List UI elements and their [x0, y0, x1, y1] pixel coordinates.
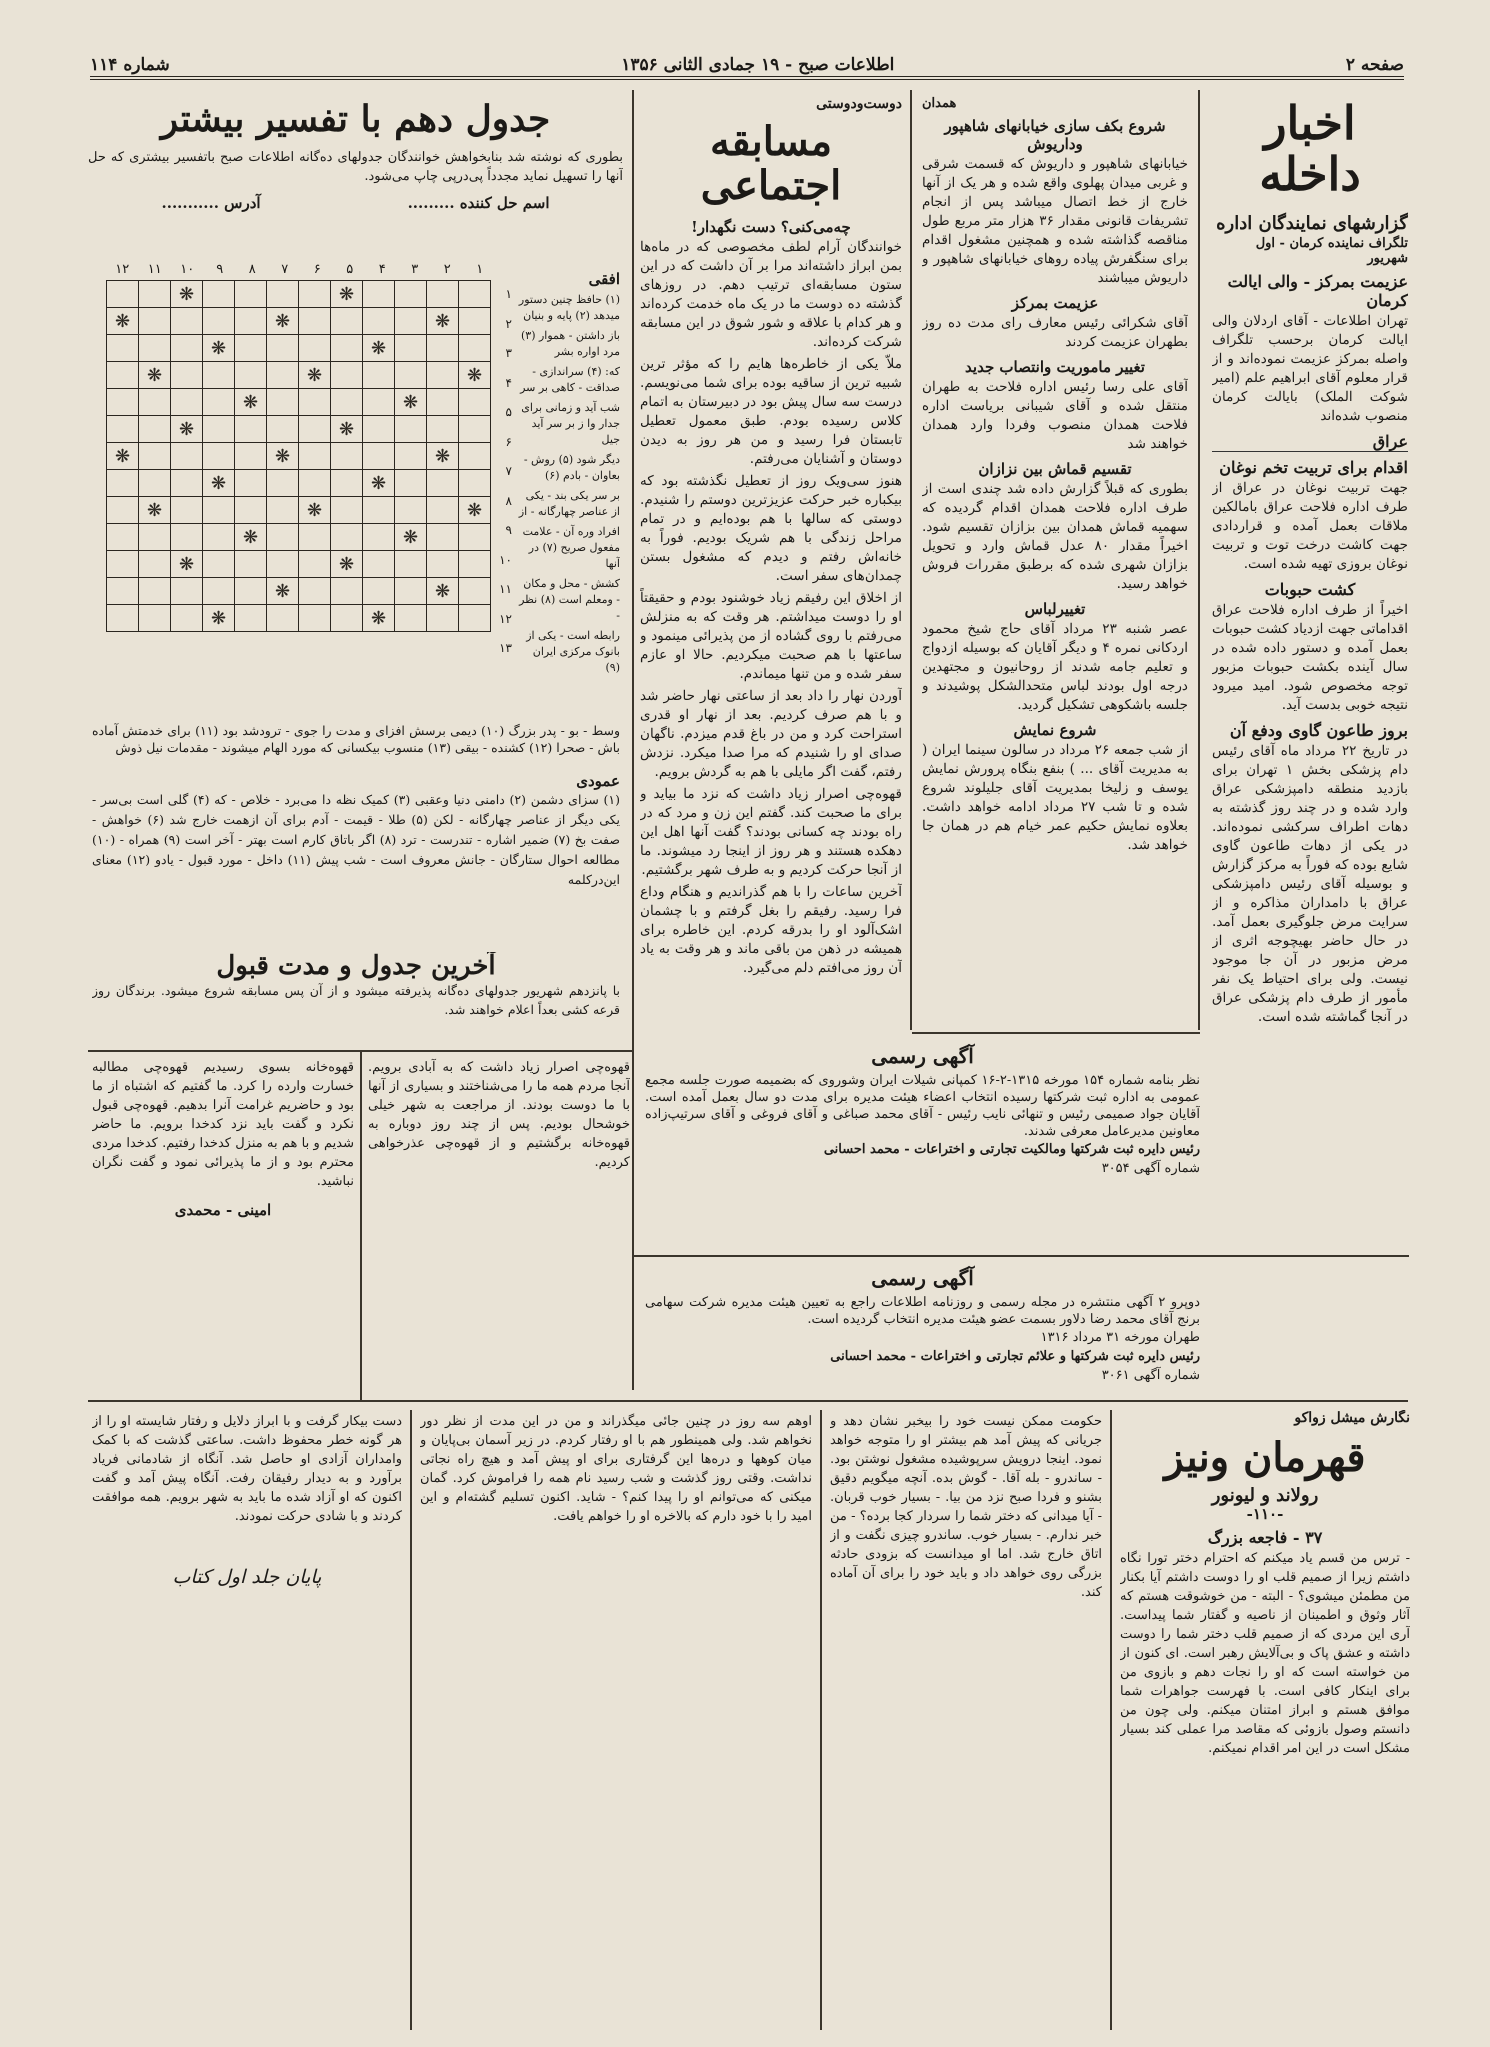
crossword-cell[interactable]: [427, 497, 459, 524]
across-clue: که: (۴) سراندازی - صداقت - کاهی بر سر: [520, 365, 620, 394]
crossword-cell[interactable]: [107, 281, 139, 308]
across-clue: (۱) حافظ چنین دستور میدهد (۲) پایه و بنیان: [518, 293, 620, 322]
crossword-cell[interactable]: [331, 308, 363, 335]
headline: اقدام برای تربیت تخم نوغان: [1219, 458, 1408, 478]
column-number: ۱: [476, 262, 484, 277]
article-text: جهت تربیت نوغان در عراق از طرف اداره فلاحت عراق بامالکین ملاقات بعمل آمده و قراردادی جهت کاشت درخت توت و تربیت نوغان بروزی تهیه شده است.: [1212, 480, 1408, 573]
crossword-cell[interactable]: [267, 470, 299, 497]
domestic-news-column: [1212, 92, 1408, 1032]
serial-novel-col: [420, 1412, 812, 2027]
crossword-cell[interactable]: [459, 416, 491, 443]
crossword-cell[interactable]: [267, 389, 299, 416]
crossword-cell[interactable]: [299, 524, 331, 551]
crossword-title: جدول دهم با تفسیر بیشتر: [160, 98, 551, 140]
notice-title: آگهی رسمی: [871, 1044, 974, 1068]
crossword-block-cell: ❋: [299, 497, 331, 524]
crossword-cell[interactable]: [139, 551, 171, 578]
box-title: آخرین جدول و مدت قبول: [216, 952, 496, 981]
article-text: در تاریخ ۲۲ مرداد ماه آقای رئیس دام پزشکی بخش ۱ تهران برای بازدید منطقه دامپزشکی عراق وارد شده و در چند روز گذشته به دهات اطراف سرکشی نموده‌اند. در یکی از دهات طاعون گاوی شایع بوده که فوراً به مرکز گزارش و بوسیله آقای رئیس دامپزشکی عراق با دامداران مذاکره و از سرایت مرض جلوگیری بعمل آمد. در حال حاضر بهیچوجه اثری از مرض مزبور در آن جا موجود نیست. ولی برای احتیاط یک نفر مأمور از طرف دام پزشکی عراق در آنجا گماشته شده است.: [1212, 743, 1408, 1026]
social-contest-column: [640, 92, 902, 1392]
page-number: صفحه ۲: [1345, 55, 1404, 75]
column-number: ۳: [411, 262, 419, 277]
crossword-cell[interactable]: [299, 335, 331, 362]
crossword-cell[interactable]: [363, 497, 395, 524]
crossword-cell[interactable]: [299, 551, 331, 578]
crossword-cell[interactable]: [299, 308, 331, 335]
crossword-cell[interactable]: [235, 443, 267, 470]
crossword-cell[interactable]: [171, 362, 203, 389]
box-text: با پانزدهم شهریور جدولهای ده‌گانه پذیرفته میشود و از آن پس مسابقه شروع میشود. برندگان روز قرعه کشی بعداً اعلام خواهند شد.: [92, 982, 620, 1017]
headline: بروز طاعون گاوی ودفع آن: [1229, 721, 1408, 741]
row-number: ۱۲: [499, 611, 512, 626]
across-clue: بر سر یکی بند - یکی از عناصر چهارگانه - از: [518, 489, 620, 518]
column-number: ۷: [281, 262, 289, 277]
solver-form: [88, 194, 623, 212]
headline: عزیمت بمرکز: [1011, 294, 1099, 312]
notice-title: آگهی رسمی: [871, 1266, 974, 1290]
article-text: [640, 238, 902, 978]
crossword-cell[interactable]: [267, 335, 299, 362]
crossword-block-cell: ❋: [459, 497, 491, 524]
crossword-cell[interactable]: [107, 389, 139, 416]
crossword-cell[interactable]: [299, 443, 331, 470]
divider: [1198, 90, 1200, 1030]
crossword-cell[interactable]: [427, 335, 459, 362]
crossword-cell[interactable]: [395, 335, 427, 362]
crossword-cell[interactable]: [395, 443, 427, 470]
article-text: قهوه‌خانه بسوی رسیدیم قهوه‌چی مطالبه خسارت وارده را کرد. ما گفتیم که اشتباه از ما بود و حاضریم غرامت آنرا بدهیم. قهوه‌چی قبول نکرد و گفت باید نزد کدخدا برویم. ما حاضر شدیم و با هم به منزل کدخدا رفتیم. کدخدا مردی محترم بود و از ما پذیرائی نمود و گفت نگران نباشید.: [92, 1060, 354, 1189]
deadline-box: [92, 952, 620, 1047]
row-number: ۹: [505, 523, 512, 537]
story-left: [92, 1058, 354, 1396]
crossword-cell[interactable]: [331, 389, 363, 416]
crossword-cell[interactable]: [203, 281, 235, 308]
crossword-block-cell: ❋: [171, 416, 203, 443]
crossword-block-cell: ❋: [395, 389, 427, 416]
crossword-cell[interactable]: [235, 281, 267, 308]
row-number: ۱۱: [499, 582, 512, 596]
across-clue: شب آید و زمانی برای جدار وا ز بر سر آید جیل: [521, 401, 620, 446]
novel-text: اوهم سه روز در چنین جائی میگذراند و من در این مدت از نظر دور نخواهم شد. ولی همینطور هم با او رفتار کردم. در زیر آسمان بی‌پایان و میان کوهها و دره‌ها این گرفتاری برای او پیش آمد و هیچ راه نجاتی نداشت. وقتی روز گذشت و شب رسید نام همه را فراموش کرد. گمان میکنی که می‌توانم او را پیدا کنم؟ - شاید. اکنون تسلیم گشته‌ام و این امید را با خود دارم که بالاخره او را خواهم یافت.: [420, 1414, 812, 1524]
crossword-block-cell: ❋: [395, 524, 427, 551]
crossword-cell[interactable]: [363, 389, 395, 416]
row-number: ۴: [505, 375, 512, 390]
crossword-cell[interactable]: [203, 362, 235, 389]
crossword-block-cell: ❋: [299, 362, 331, 389]
crossword-cell[interactable]: [107, 497, 139, 524]
novel-title: قهرمان ونیز: [1164, 1434, 1366, 1481]
novel-text: - ترس من قسم یاد میکنم که احترام دختر تورا نگاه داشتم زیرا از صمیم قلب او را دوست داشتم آیا بکنار من مطمئن میشوی؟ - البته - من خوشوقت هستم که آثار وثوق و اطمینان از ناصیه و گفتار شما پیداست. آری این مردی که از صمیم قلب دختر شما را دوست داشته و عشق پاک و بی‌آلایش رهبر است. ای کنون از من خواسته است که او را نجات دهم و بازوی من برای اینکار کافی است. با فهرست جواهرات شما موافق هستم و ابراز امتنان میکنم. ولی چون من دانستم وصول بازوئی که مقاصد مرا عملی کند بسیار مشکل است در این امر اقدام نمیکنم.: [1120, 1551, 1410, 1757]
across-continued: [92, 722, 620, 772]
across-clues: [518, 270, 620, 710]
crossword-cell[interactable]: [395, 497, 427, 524]
crossword-block-cell: ❋: [203, 605, 235, 632]
serial-novel-col: [92, 1412, 402, 2027]
crossword-cell[interactable]: [107, 605, 139, 632]
crossword-cell[interactable]: [267, 524, 299, 551]
crossword-cell[interactable]: [395, 551, 427, 578]
crossword-block-cell: ❋: [267, 308, 299, 335]
crossword-cell[interactable]: [299, 389, 331, 416]
column-number: ۸: [248, 262, 256, 277]
crossword-cell[interactable]: [171, 308, 203, 335]
crossword-cell[interactable]: [427, 470, 459, 497]
row-number: ۱۳: [499, 641, 512, 655]
notice-number: شماره آگهی ۳۰۶۱: [1101, 1368, 1200, 1383]
crossword-cell[interactable]: [363, 362, 395, 389]
crossword-cell[interactable]: [395, 470, 427, 497]
crossword-cell[interactable]: [395, 362, 427, 389]
crossword-cell[interactable]: [107, 470, 139, 497]
end-of-volume: پایان جلد اول کتاب: [172, 1566, 322, 1588]
notice-signature: رئیس دایره ثبت شرکتها و علائم تجارتی و اختراعات - محمد احسانی: [830, 1349, 1200, 1364]
crossword-cell[interactable]: [395, 605, 427, 632]
crossword-cell[interactable]: [139, 335, 171, 362]
crossword-cell[interactable]: [267, 605, 299, 632]
crossword-cell[interactable]: [299, 470, 331, 497]
crossword-cell[interactable]: [331, 524, 363, 551]
crossword-cell[interactable]: [171, 497, 203, 524]
crossword-block-cell: ❋: [331, 281, 363, 308]
crossword-cell[interactable]: [171, 605, 203, 632]
crossword-block-cell: ❋: [331, 416, 363, 443]
paragraph: هنوز سی‌ویک روز از تعطیل نگذشته بود که بیکباره خبر حرکت عزیزترین دوستم را شنیدم. دوستی که سالها با هم بوده‌ایم و در تمام مراحل زندگی با هم شریک بودیم. فوراً به خانه‌اش رفتم و دیدم که مشغول بستن چمدان‌های سفر است.: [640, 473, 902, 584]
column-number: ۱۱: [147, 262, 162, 277]
article-text: قهوه‌چی اصرار زیاد داشت که به آبادی برویم. آنجا مردم همه ما را می‌شناختند و بسیاری از آنها با ما دوست بودند. از مراجعت به شهر خیلی خوشحال بودیم. پس از چند روز دوباره به قهوه‌خانه برگشتیم و از قهوه‌چی عذرخواهی کردیم.: [368, 1060, 630, 1170]
crossword-block-cell: ❋: [107, 443, 139, 470]
divider: [632, 90, 634, 1390]
divider: [912, 1032, 1200, 1034]
divider: [360, 1052, 362, 1400]
divider: [820, 1410, 822, 2030]
solver-address-field: آدرس ...........: [161, 193, 261, 212]
headline: تغییر ماموریت وانتصاب جدید: [965, 358, 1145, 376]
author-kicker: نگارش میشل زواکو: [1294, 1410, 1410, 1426]
across-clue: افراد وره آن - علامت مفعول صریح (۷) در آنها: [522, 525, 620, 570]
crossword-grid: [106, 280, 491, 632]
across-list: [518, 292, 620, 676]
across-title: افقی: [588, 270, 620, 288]
crossword-cell[interactable]: [139, 578, 171, 605]
region-label: عراق: [1212, 432, 1408, 452]
crossword-cell[interactable]: [171, 524, 203, 551]
crossword-cell[interactable]: [107, 524, 139, 551]
crossword-cell[interactable]: [107, 416, 139, 443]
crossword-cell[interactable]: [395, 578, 427, 605]
crossword-cell[interactable]: [235, 605, 267, 632]
crossword-cell[interactable]: [139, 524, 171, 551]
crossword-cell[interactable]: [459, 524, 491, 551]
crossword-cell[interactable]: [203, 497, 235, 524]
paragraph: خوانندگان آرام لطف مخصوصی که در ماه‌ها بمن ابراز داشته‌اند مرا بر آن داشت که در این ستون مسابقه‌ای ترتیب دهم. در روزهای گذشته ده دوست ما در یک ماه خدمت کرده‌اند و هر کدام با علاقه و شور شوق در این مسابقه شرکت کرده‌اند.: [640, 239, 902, 350]
crossword-cell[interactable]: [459, 551, 491, 578]
city-label: همدان: [922, 96, 957, 111]
crossword-cell[interactable]: [363, 551, 395, 578]
crossword-cell[interactable]: [299, 578, 331, 605]
clue-text: (۱) سزای دشمن (۲) دامنی دنیا وعقبی (۳) کمیک نظه دا می‌برد - خلاص - که (۴) گلی است بی‌سر - یکی دیگر از عناصر چهارگانه - لکن (۵) طلا - قیمت - آدم برای آن ازهمت خارج شد (۶) خواهش - صفت بخ (۷) ضمیر اشاره - تندرست - ترد (۸) اگر باتاق کارم است بهتر - آخر است (۹) همراه - (۱۰) مطالعه احوال ستارگان - جانش معروف است - شب پیش (۱۱) داخل - مورد قبول - یادو (۱۲) معنای این‌درکلمه: [92, 792, 620, 887]
across-clue: دیگر شود (۵) روش - بعاوان - بادم (۶): [523, 453, 620, 482]
crossword-cell[interactable]: [331, 443, 363, 470]
crossword-cell[interactable]: [459, 389, 491, 416]
article-text: اخیراً از طرف اداره فلاحت عراق اقداماتی جهت ازدیاد کشت حبوبات بعمل آمده و دستور داده شده در سال آینده بکشت حبوبات مزبور توجه مخصوص شود. امید میرود نتیجه خوبی بدست آید.: [1212, 602, 1408, 714]
crossword-cell[interactable]: [107, 578, 139, 605]
crossword-cell[interactable]: [203, 524, 235, 551]
crossword-cell[interactable]: [395, 308, 427, 335]
column-number: ۱۲: [115, 262, 130, 277]
crossword-cell[interactable]: [459, 443, 491, 470]
crossword-cell[interactable]: [363, 308, 395, 335]
crossword-cell[interactable]: [171, 443, 203, 470]
column-number: ۶: [313, 262, 321, 277]
headline: عزیمت بمرکز - والی ایالت کرمان: [1227, 272, 1408, 311]
crossword-block-cell: ❋: [107, 308, 139, 335]
section-title: اخبار داخله: [1259, 96, 1361, 201]
divider: [88, 1400, 1408, 1402]
row-number: ۱۰: [499, 552, 512, 567]
crossword-cell[interactable]: [203, 416, 235, 443]
paragraph: از اخلاق این رفیقم زیاد خوشنود بودم و حقیقتاً او را دوست میداشتم. هر وقت که به منزلش می‌رفتم با روی گشاده از من پذیرائی مینمود و ساعتها با هم صحبت میکردیم. حالا او عازم سفر شده و من تنها میماندم.: [640, 590, 902, 682]
headline: گزارشهای نمایندگان اداره: [1216, 213, 1408, 235]
down-title: عمودی: [576, 772, 620, 790]
across-clue: باز داشتن - هموار (۳) مرد اواره بشر: [520, 329, 620, 358]
crossword-cell[interactable]: [235, 551, 267, 578]
crossword-block-cell: ❋: [427, 578, 459, 605]
crossword-cell[interactable]: [203, 389, 235, 416]
article-text: آقای شکرائی رئیس معارف رای مدت ده روز بطهران عزیمت کردند: [922, 315, 1188, 350]
notice-number: شماره آگهی ۳۰۵۴: [1101, 1161, 1200, 1176]
article-text: از شب جمعه ۲۶ مرداد در سالون سینما ایران ( به مدیریت آقای ... ) بنفع بنگاه پرورش نمایش یوسف و زلیخا بمدیریت آقای جلیلوند شروع شده و تا شب ۲۷ مرداد ادامه خواهد داشت. بعلاوه نمایش حکیم عمر خیام هم در همان جا خواهد شد.: [922, 742, 1188, 853]
article-text: عصر شنبه ۲۳ مرداد آقای حاج شیخ محمود اردکانی نمره ۴ و دیگر آقایان که بوسیله ازدواج و تعلیم جامه شدند از روحانیون و مجتهدین درجه اول بودند لباس متحدالشکل پوشیدند و جلسه باشکوهی تشکیل گردید.: [922, 621, 1188, 713]
crossword-cell[interactable]: [203, 308, 235, 335]
column-number: ۴: [378, 262, 386, 277]
crossword-cell[interactable]: [171, 389, 203, 416]
crossword-block-cell: ❋: [427, 308, 459, 335]
crossword-cell[interactable]: [427, 524, 459, 551]
novel-text: حکومت ممکن نیست خود را بیخبر نشان دهد و جریانی که پیش آمد هم بیشتر او را متوجه خواهد نمود. اینجا درویش سرپوشیده مشغول نوشتن بود. - ساندرو - بله آقا. - گوش بده. آنچه میگویم دقیق بشنو و فردا صبح نزد من بیا. - بسیار خوب قربان. - آیا میدانی که دختر شما را سردار کجا برده؟ - من خبر ندارم. - بسیار خوب. ساندرو چیزی نگفت و از اتاق خارج شد. اما او میدانست که بزودی حادثه بزرگی روی خواهد داد و باید خود را برای آن آماده کند.: [830, 1414, 1102, 1600]
headline: تقسیم قماش بین نزازان: [978, 460, 1132, 478]
clue-text: وسط - بو - پدر بزرگ (۱۰) دیمی برسش افزای و مدت را جوی - ترودشد بود (۱۱) برای خدمتش آماده باش - صحرا (۱۲) کشنده - بیقی (۱۳) منسوب بیکسانی که مورد الهام میشوند - مقدمات نیل ذوش: [92, 723, 620, 755]
crossword-cell[interactable]: [299, 416, 331, 443]
crossword-block-cell: ❋: [171, 281, 203, 308]
page-header: [90, 54, 1404, 80]
article-title: مسابقه اجتماعی: [700, 118, 842, 209]
crossword-intro: بطوری که نوشته شد بنابخواهش خوانندگان جدولهای ده‌گانه اطلاعات صبح باتفسیر بیشتری که حل آنها را تسهیل نماید مجدداً پی‌درپی چاپ می‌شود.: [88, 149, 623, 184]
crossword-block-cell: ❋: [267, 443, 299, 470]
headline: تغییرلباس: [1024, 600, 1086, 618]
divider: [1110, 1410, 1112, 2030]
crossword-cell[interactable]: [267, 416, 299, 443]
crossword-cell[interactable]: [427, 551, 459, 578]
crossword-cell[interactable]: [139, 443, 171, 470]
masthead-date: اطلاعات صبح - ۱۹ جمادی الثانی ۱۳۵۶: [621, 55, 895, 75]
crossword-cell[interactable]: [427, 416, 459, 443]
crossword-cell[interactable]: [139, 389, 171, 416]
row-number: ۸: [505, 493, 512, 508]
crossword-cell[interactable]: [459, 605, 491, 632]
crossword-cell[interactable]: [235, 497, 267, 524]
column-number: ۹: [216, 262, 224, 277]
crossword-cell[interactable]: [171, 335, 203, 362]
crossword-cell[interactable]: [107, 362, 139, 389]
crossword-cell[interactable]: [139, 416, 171, 443]
crossword-cell[interactable]: [139, 605, 171, 632]
row-number: ۷: [505, 464, 512, 478]
hamedan-news-column: [922, 92, 1188, 1032]
issue-number: شماره ۱۱۴: [90, 55, 170, 75]
crossword-cell[interactable]: [459, 308, 491, 335]
crossword-block-cell: ❋: [267, 578, 299, 605]
crossword-cell[interactable]: [267, 497, 299, 524]
headline: چه‌می‌کنی؟ دست نگهدار!: [691, 218, 851, 236]
crossword-cell[interactable]: [203, 443, 235, 470]
crossword-cell[interactable]: [235, 362, 267, 389]
paragraph: قهوه‌چی اصرار زیاد داشت که نزد ما بیاید و برای ما صحبت کند. گفتم این زن و مرد که در راه بودند چه کسانی بودند؟ گفت آنها اهل این دهکده هستند و هر روز از اینجا رد میشوند. ما از آنجا حرکت کردیم و به طرف شهر برگشتیم.: [640, 786, 902, 878]
crossword-cell[interactable]: [331, 497, 363, 524]
crossword-block-cell: ❋: [203, 335, 235, 362]
article-text: تهران اطلاعات - آقای اردلان والی ایالت کرمان برحسب تلگراف واصله بمرکز عزیمت نموده‌اند و از قرار معلوم آقای ابراهیم علم (امیر شوکت الملک) بایالت کرمان منصوب شده‌اند: [1212, 313, 1408, 425]
headline: شروع بکف سازی خیابانهای شاهپور وداریوش: [944, 117, 1166, 153]
crossword-cell[interactable]: [427, 281, 459, 308]
crossword-cell[interactable]: [459, 470, 491, 497]
crossword-cell[interactable]: [331, 362, 363, 389]
crossword-cell[interactable]: [459, 335, 491, 362]
crossword-cell[interactable]: [267, 551, 299, 578]
crossword-block-cell: ❋: [139, 497, 171, 524]
crossword-block-cell: ❋: [235, 524, 267, 551]
crossword-cell[interactable]: [267, 362, 299, 389]
crossword-block-cell: ❋: [171, 551, 203, 578]
column-number: ۱۰: [180, 262, 195, 277]
crossword-row-numbers: [498, 280, 512, 664]
notice-date: طهران مورخه ۳۱ مرداد ۱۳۱۶: [1040, 1330, 1200, 1345]
divider: [410, 1410, 412, 2030]
headline: شروع نمایش: [1013, 721, 1097, 739]
crossword-cell[interactable]: [267, 281, 299, 308]
notice-text: نظر بنامه شماره ۱۵۴ مورخه ۱۳۱۵-۲-۱۶ کمپانی شیلات ایران وشوروی که بضمیمه صورت جلسه مجمع عمومی به اداره ثبت شرکتها رسیده انتخاب اعضاء هیئت مدیره برای مدت دو سال بعمل آمده است. آقایان جواد صمیمی رئیس و تنهائی نایب رئیس - آقای محمد صباغی و آقای فروغی و آقای سرتیپ‌زاده معاونین مدیرعامل معرفی شدند.: [645, 1073, 1200, 1139]
row-number: ۶: [505, 434, 512, 449]
crossword-cell[interactable]: [395, 281, 427, 308]
paragraph: ملاّ یکی از خاطره‌ها هایم را که مؤثر ترین شبیه ترین از ساقیه بوده برای شما می‌نویسم. درست سه سال پیش بود در دبیرستان به اتمام کلاس رسیده بودم. طبق معمول تعطیل تابستان فرا رسید و من هر روز به دیدن دوستان و آشنایان می‌رفتم.: [640, 356, 902, 467]
story-right: [368, 1058, 630, 1396]
crossword-cell[interactable]: [171, 578, 203, 605]
crossword-block-cell: ❋: [363, 335, 395, 362]
crossword-cell[interactable]: [235, 578, 267, 605]
crossword-block-cell: ❋: [331, 551, 363, 578]
crossword-cell[interactable]: [363, 524, 395, 551]
crossword-cell[interactable]: [363, 416, 395, 443]
crossword-cell[interactable]: [235, 470, 267, 497]
chapter-title: ۳۷ - فاجعه بزرگ: [1207, 1528, 1323, 1548]
crossword-cell[interactable]: [139, 470, 171, 497]
novel-subtitle: رولاند و لیونور: [1211, 1485, 1319, 1506]
crossword-cell[interactable]: [235, 416, 267, 443]
paragraph: آخرین ساعات را با هم گذراندیم و هنگام وداع فرا رسید. رفیقم را بغل گرفتم و با چشمان اشک‌آلود او را بدرقه کردم. این خاطره برای همیشه در ذهن من باقی ماند و هر وقت به یاد آن روز می‌افتم دلم می‌گیرد.: [640, 884, 902, 976]
crossword-cell[interactable]: [363, 443, 395, 470]
crossword-cell[interactable]: [299, 605, 331, 632]
crossword-cell[interactable]: [459, 578, 491, 605]
crossword-cell[interactable]: [331, 335, 363, 362]
crossword-table: [106, 280, 491, 632]
crossword-column-numbers: [106, 262, 496, 277]
across-clue: کشش - محل و مکان - ومعلم است (۸) نظر -: [519, 577, 620, 622]
row-number: ۱: [505, 287, 512, 301]
crossword-cell[interactable]: [139, 308, 171, 335]
row-number: ۲: [505, 316, 512, 331]
across-clue: رابطه است - یکی از بانوک مرکزی ایران (۹): [526, 629, 620, 674]
article-text: بطوری که قبلاً گزارش داده شد چندی است از طرف اداره فلاحت همدان اقدام گردیده که سهمیه قماش همدان بین بزازان تقسیم شود. اخیراً مقدار ۸۰ عدل قماش وارد و تحویل بزازان شهری شده که برطبق مقررات فروش خواهد رسید.: [922, 481, 1188, 592]
crossword-cell[interactable]: [395, 416, 427, 443]
crossword-block-cell: ❋: [203, 470, 235, 497]
down-clues: [92, 772, 620, 922]
serial-novel-col: [830, 1412, 1102, 2027]
crossword-cell[interactable]: [107, 551, 139, 578]
crossword-cell[interactable]: [235, 335, 267, 362]
crossword-cell[interactable]: [203, 551, 235, 578]
crossword-cell[interactable]: [427, 605, 459, 632]
crossword-cell[interactable]: [203, 578, 235, 605]
crossword-cell[interactable]: [235, 308, 267, 335]
dateline: تلگراف نماینده کرمان - اول شهریور: [1255, 236, 1408, 267]
paragraph: آوردن نهار را داد بعد از ساعتی نهار حاضر شد و با هم صرف کردیم. بعد از نهار او قدری استراحت کرد و من در باغ قدم میزدم. ناگهان صدای او را شنیدم که مرا صدا میکرد. نزدش رفتم، گفت اگر مایلی با هم به گردش برویم.: [640, 688, 902, 780]
crossword-cell[interactable]: [299, 281, 331, 308]
crossword-cell[interactable]: [427, 362, 459, 389]
crossword-block-cell: ❋: [427, 443, 459, 470]
crossword-block-cell: ❋: [139, 362, 171, 389]
divider: [910, 90, 912, 1030]
notice-text: دوپرو ۲ آگهی منتشره در مجله رسمی و روزنامه اطلاعات راجع به تعیین هیئت مدیره شرکت سهامی برنج آقای محمد رضا دلاور بسمت عضو هیئت مدیره انتخاب گردیده است.: [645, 1295, 1200, 1327]
crossword-cell[interactable]: [363, 281, 395, 308]
crossword-block-cell: ❋: [235, 389, 267, 416]
crossword-block-cell: ❋: [363, 605, 395, 632]
notice-signature: رئیس دایره ثبت شرکتها ومالکیت تجارتی و اختراعات - محمد احسانی: [823, 1142, 1200, 1157]
crossword-cell[interactable]: [363, 578, 395, 605]
column-number: ۲: [443, 262, 451, 277]
episode-number: -۱۱۰-: [1246, 1504, 1284, 1523]
row-number: ۳: [505, 346, 512, 360]
crossword-cell[interactable]: [171, 470, 203, 497]
crossword-cell[interactable]: [139, 281, 171, 308]
serial-novel-head: [1120, 1410, 1410, 2030]
crossword-cell[interactable]: [331, 578, 363, 605]
column-number: ۵: [346, 262, 354, 277]
author-signature: امینی - محمدی: [174, 1201, 272, 1219]
crossword-block-cell: ❋: [459, 362, 491, 389]
headline: کشت حبوبات: [1264, 580, 1356, 600]
article-text: خیابانهای شاهپور و داریوش که قسمت شرقی و غربی میدان پهلوی واقع شده و هر یک از آنها خارج از خط اتصال میباشد پس از انجام تشریفات قانونی مقدار ۳۶ هزار متر مربع طول مناقصه گذاشته شده و همچنین مشغول اقدام برای سنگفرش پیاده روهای خیابانهای شاهپور و داریوش میباشند: [922, 156, 1188, 286]
crossword-cell[interactable]: [107, 335, 139, 362]
crossword-block-cell: ❋: [363, 470, 395, 497]
article-text: آقای علی رسا رئیس اداره فلاحت به طهران منتقل شده و آقای شیبانی بریاست اداره فلاحت همدان منصوب وفردا وارد همدان خواهند شد: [922, 379, 1188, 452]
crossword-cell[interactable]: [331, 605, 363, 632]
row-number: ۵: [505, 405, 512, 419]
crossword-cell[interactable]: [427, 389, 459, 416]
crossword-cell[interactable]: [331, 470, 363, 497]
kicker: دوست‌ودوستی: [816, 96, 902, 112]
novel-text: دست بیکار گرفت و با ابراز دلایل و رفتار شایسته او را از هر گونه خطر محفوظ داشت. ساعتی گذشت که با کمک وامداران آزادی او حاصل شد. آنگاه از شادمانی فریاد برآورد و به دیدار رفیقان رفت. آنگاه پیش آمد و گفت اکنون که او آزاد شده ما باید به شهر برویم. همه موافقت کردند و با شادی حرکت نمودند.: [92, 1414, 402, 1524]
crossword-cell[interactable]: [459, 281, 491, 308]
solver-name-field: اسم حل کننده .........: [407, 193, 550, 212]
